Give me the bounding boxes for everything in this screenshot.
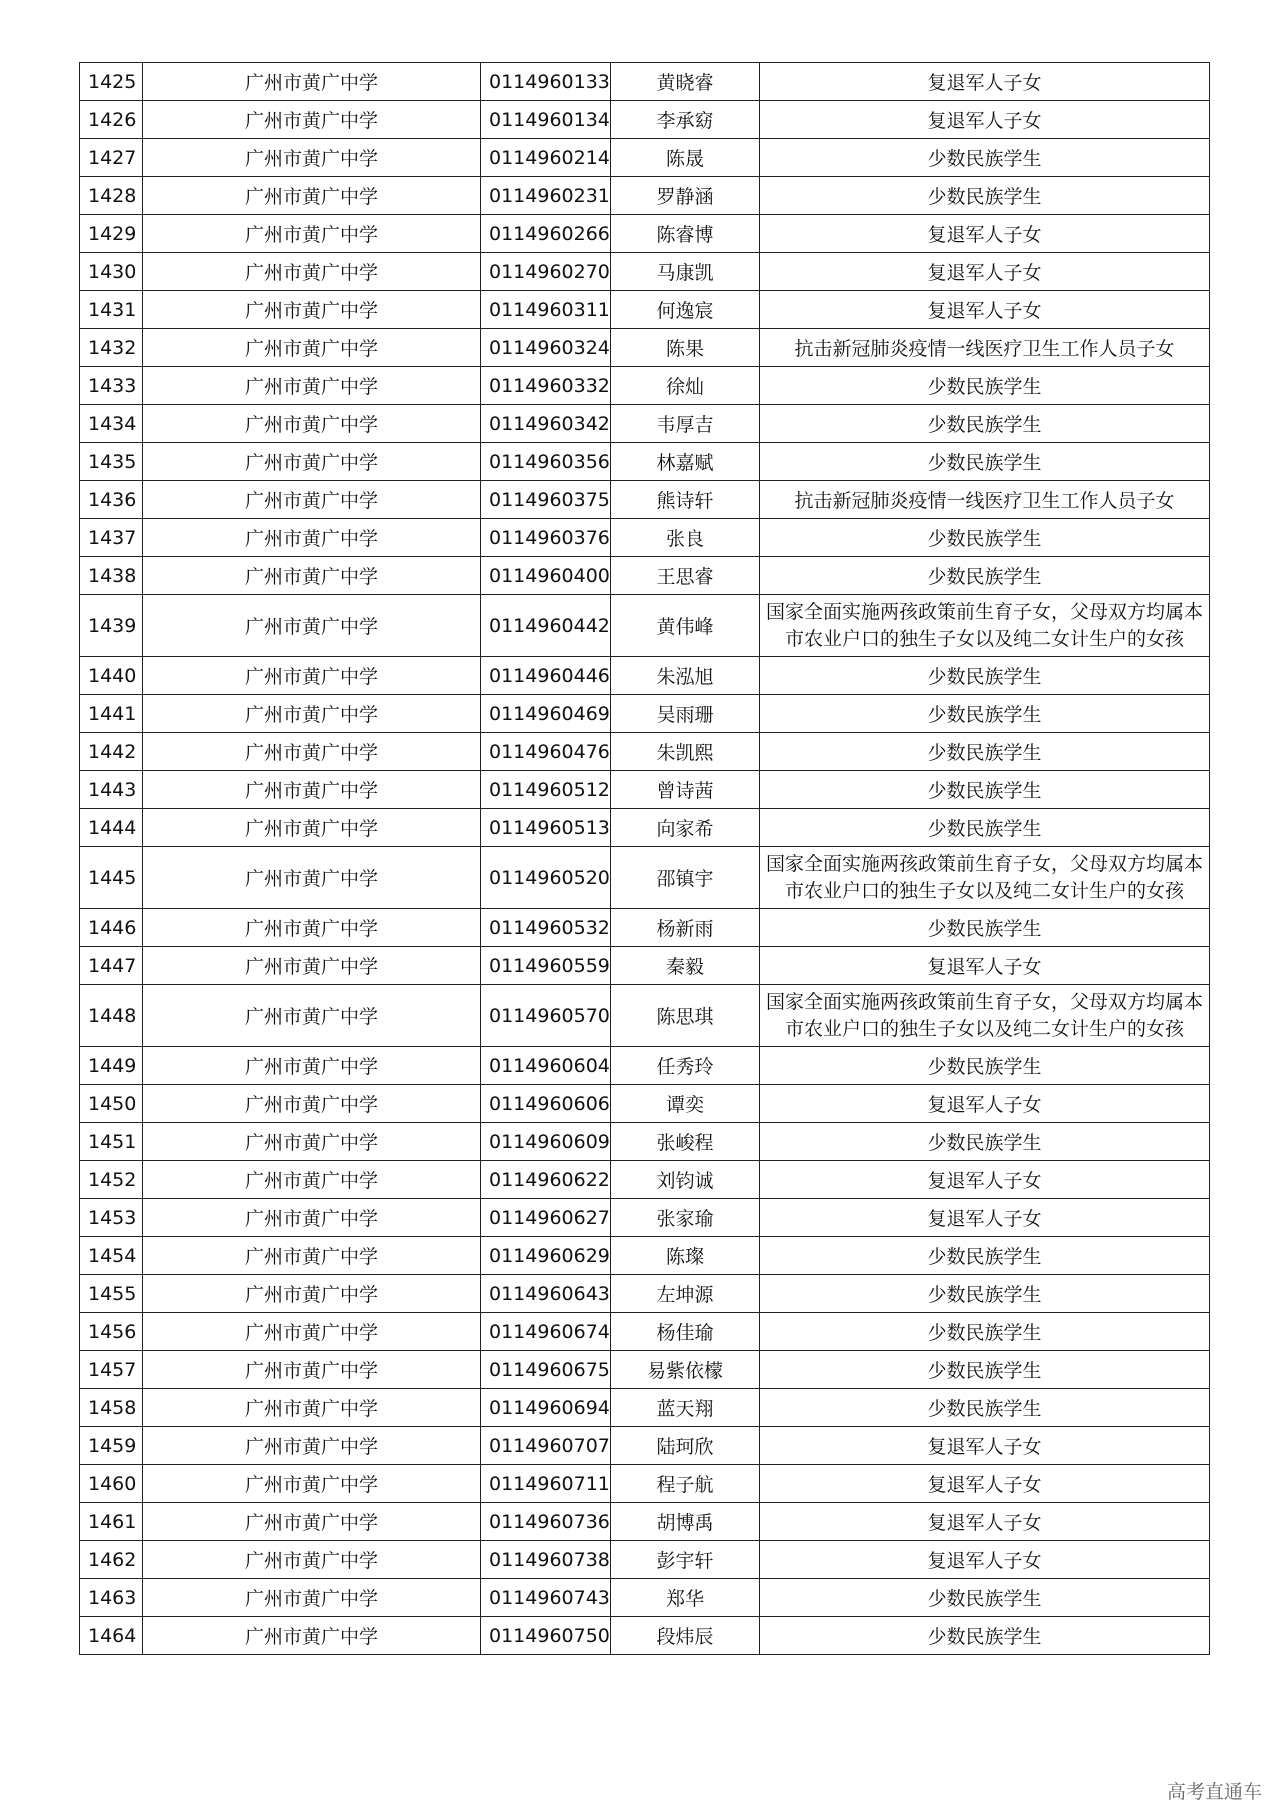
student-name-cell: 张家瑜 <box>611 1199 760 1237</box>
student-name-cell: 陈思琪 <box>611 985 760 1047</box>
table-row <box>80 1465 1210 1503</box>
student-name-cell: 杨新雨 <box>611 909 760 947</box>
candidate-id-cell: 0114960133 <box>481 63 611 101</box>
row-number-cell: 1431 <box>80 291 143 329</box>
row-number-cell: 1445 <box>80 847 143 909</box>
candidate-id-cell: 0114960743 <box>481 1579 611 1617</box>
student-name-cell: 程子航 <box>611 1465 760 1503</box>
student-name-cell: 何逸宸 <box>611 291 760 329</box>
category-cell: 复退军人子女 <box>760 1085 1210 1123</box>
school-cell: 广州市黄广中学 <box>143 139 481 177</box>
candidate-id-cell: 0114960520 <box>481 847 611 909</box>
student-name-cell: 邵镇宇 <box>611 847 760 909</box>
student-name-cell: 陈晟 <box>611 139 760 177</box>
row-number-cell: 1446 <box>80 909 143 947</box>
row-number-cell: 1425 <box>80 63 143 101</box>
table-row <box>80 1237 1210 1275</box>
row-number-cell: 1448 <box>80 985 143 1047</box>
row-number-cell: 1440 <box>80 657 143 695</box>
candidate-id-cell: 0114960400 <box>481 557 611 595</box>
table-row <box>80 101 1210 139</box>
table-row <box>80 847 1210 909</box>
category-cell: 复退军人子女 <box>760 947 1210 985</box>
student-name-cell: 陆珂欣 <box>611 1427 760 1465</box>
table-row <box>80 367 1210 405</box>
student-name-cell: 朱凯熙 <box>611 733 760 771</box>
row-number-cell: 1456 <box>80 1313 143 1351</box>
row-number-cell: 1454 <box>80 1237 143 1275</box>
student-name-cell: 任秀玲 <box>611 1047 760 1085</box>
category-cell: 少数民族学生 <box>760 695 1210 733</box>
candidate-id-cell: 0114960694 <box>481 1389 611 1427</box>
category-cell: 少数民族学生 <box>760 557 1210 595</box>
candidate-id-cell: 0114960270 <box>481 253 611 291</box>
table-row <box>80 1579 1210 1617</box>
table-row <box>80 695 1210 733</box>
candidate-id-cell: 0114960750 <box>481 1617 611 1655</box>
category-cell: 抗击新冠肺炎疫情一线医疗卫生工作人员子女 <box>760 329 1210 367</box>
candidate-id-cell: 0114960738 <box>481 1541 611 1579</box>
row-number-cell: 1442 <box>80 733 143 771</box>
category-cell: 少数民族学生 <box>760 443 1210 481</box>
candidate-id-cell: 0114960512 <box>481 771 611 809</box>
student-name-cell: 曾诗茜 <box>611 771 760 809</box>
table-row <box>80 809 1210 847</box>
school-cell: 广州市黄广中学 <box>143 443 481 481</box>
category-cell: 复退军人子女 <box>760 291 1210 329</box>
table-row <box>80 1503 1210 1541</box>
table-row <box>80 1275 1210 1313</box>
row-number-cell: 1437 <box>80 519 143 557</box>
table-row <box>80 985 1210 1047</box>
roster-table <box>79 62 1210 1655</box>
candidate-id-cell: 0114960627 <box>481 1199 611 1237</box>
candidate-id-cell: 0114960513 <box>481 809 611 847</box>
school-cell: 广州市黄广中学 <box>143 215 481 253</box>
category-cell: 国家全面实施两孩政策前生育子女，父母双方均属本市农业户口的独生子女以及纯二女计生户的女孩 <box>760 847 1210 909</box>
school-cell: 广州市黄广中学 <box>143 367 481 405</box>
candidate-id-cell: 0114960231 <box>481 177 611 215</box>
school-cell: 广州市黄广中学 <box>143 405 481 443</box>
candidate-id-cell: 0114960442 <box>481 595 611 657</box>
school-cell: 广州市黄广中学 <box>143 1047 481 1085</box>
school-cell: 广州市黄广中学 <box>143 733 481 771</box>
school-cell: 广州市黄广中学 <box>143 557 481 595</box>
student-name-cell: 刘钧诚 <box>611 1161 760 1199</box>
category-cell: 少数民族学生 <box>760 1313 1210 1351</box>
student-name-cell: 王思睿 <box>611 557 760 595</box>
table-row <box>80 519 1210 557</box>
category-cell: 少数民族学生 <box>760 139 1210 177</box>
table-row <box>80 1617 1210 1655</box>
candidate-id-cell: 0114960606 <box>481 1085 611 1123</box>
category-cell: 复退军人子女 <box>760 63 1210 101</box>
table-row <box>80 1351 1210 1389</box>
candidate-id-cell: 0114960675 <box>481 1351 611 1389</box>
table-row <box>80 329 1210 367</box>
category-cell: 复退军人子女 <box>760 1541 1210 1579</box>
row-number-cell: 1436 <box>80 481 143 519</box>
candidate-id-cell: 0114960643 <box>481 1275 611 1313</box>
student-name-cell: 彭宇轩 <box>611 1541 760 1579</box>
row-number-cell: 1429 <box>80 215 143 253</box>
category-cell: 少数民族学生 <box>760 733 1210 771</box>
student-name-cell: 陈璨 <box>611 1237 760 1275</box>
category-cell: 少数民族学生 <box>760 1275 1210 1313</box>
row-number-cell: 1439 <box>80 595 143 657</box>
student-name-cell: 张良 <box>611 519 760 557</box>
category-cell: 国家全面实施两孩政策前生育子女，父母双方均属本市农业户口的独生子女以及纯二女计生户的女孩 <box>760 595 1210 657</box>
school-cell: 广州市黄广中学 <box>143 177 481 215</box>
watermark: 高考直通车 <box>1166 1781 1262 1803</box>
school-cell: 广州市黄广中学 <box>143 695 481 733</box>
school-cell: 广州市黄广中学 <box>143 101 481 139</box>
school-cell: 广州市黄广中学 <box>143 1161 481 1199</box>
category-cell: 复退军人子女 <box>760 1161 1210 1199</box>
school-cell: 广州市黄广中学 <box>143 947 481 985</box>
category-cell: 少数民族学生 <box>760 657 1210 695</box>
category-cell: 少数民族学生 <box>760 1617 1210 1655</box>
student-name-cell: 杨佳瑜 <box>611 1313 760 1351</box>
student-name-cell: 左坤源 <box>611 1275 760 1313</box>
roster-table-body <box>80 63 1210 1655</box>
category-cell: 少数民族学生 <box>760 771 1210 809</box>
school-cell: 广州市黄广中学 <box>143 63 481 101</box>
category-cell: 复退军人子女 <box>760 1199 1210 1237</box>
school-cell: 广州市黄广中学 <box>143 481 481 519</box>
row-number-cell: 1444 <box>80 809 143 847</box>
student-name-cell: 易紫依檬 <box>611 1351 760 1389</box>
table-row <box>80 1123 1210 1161</box>
student-name-cell: 胡博禹 <box>611 1503 760 1541</box>
row-number-cell: 1459 <box>80 1427 143 1465</box>
row-number-cell: 1427 <box>80 139 143 177</box>
candidate-id-cell: 0114960674 <box>481 1313 611 1351</box>
candidate-id-cell: 0114960332 <box>481 367 611 405</box>
category-cell: 少数民族学生 <box>760 367 1210 405</box>
candidate-id-cell: 0114960214 <box>481 139 611 177</box>
category-cell: 少数民族学生 <box>760 177 1210 215</box>
school-cell: 广州市黄广中学 <box>143 1085 481 1123</box>
candidate-id-cell: 0114960356 <box>481 443 611 481</box>
school-cell: 广州市黄广中学 <box>143 1389 481 1427</box>
table-row <box>80 1427 1210 1465</box>
category-cell: 少数民族学生 <box>760 519 1210 557</box>
school-cell: 广州市黄广中学 <box>143 1199 481 1237</box>
candidate-id-cell: 0114960324 <box>481 329 611 367</box>
row-number-cell: 1450 <box>80 1085 143 1123</box>
student-name-cell: 熊诗轩 <box>611 481 760 519</box>
table-row <box>80 139 1210 177</box>
candidate-id-cell: 0114960707 <box>481 1427 611 1465</box>
category-cell: 复退军人子女 <box>760 253 1210 291</box>
student-name-cell: 朱泓旭 <box>611 657 760 695</box>
category-cell: 少数民族学生 <box>760 1389 1210 1427</box>
table-row <box>80 177 1210 215</box>
candidate-id-cell: 0114960604 <box>481 1047 611 1085</box>
category-cell: 少数民族学生 <box>760 1123 1210 1161</box>
row-number-cell: 1457 <box>80 1351 143 1389</box>
row-number-cell: 1461 <box>80 1503 143 1541</box>
category-cell: 国家全面实施两孩政策前生育子女，父母双方均属本市农业户口的独生子女以及纯二女计生户的女孩 <box>760 985 1210 1047</box>
row-number-cell: 1452 <box>80 1161 143 1199</box>
candidate-id-cell: 0114960629 <box>481 1237 611 1275</box>
student-name-cell: 徐灿 <box>611 367 760 405</box>
category-cell: 少数民族学生 <box>760 809 1210 847</box>
table-row <box>80 63 1210 101</box>
student-name-cell: 向家希 <box>611 809 760 847</box>
table-row <box>80 771 1210 809</box>
candidate-id-cell: 0114960622 <box>481 1161 611 1199</box>
row-number-cell: 1432 <box>80 329 143 367</box>
table-row <box>80 291 1210 329</box>
student-name-cell: 谭奕 <box>611 1085 760 1123</box>
school-cell: 广州市黄广中学 <box>143 291 481 329</box>
table-row <box>80 1047 1210 1085</box>
student-name-cell: 蓝天翔 <box>611 1389 760 1427</box>
row-number-cell: 1430 <box>80 253 143 291</box>
row-number-cell: 1453 <box>80 1199 143 1237</box>
category-cell: 复退军人子女 <box>760 1427 1210 1465</box>
row-number-cell: 1447 <box>80 947 143 985</box>
category-cell: 少数民族学生 <box>760 1237 1210 1275</box>
category-cell: 少数民族学生 <box>760 1351 1210 1389</box>
row-number-cell: 1435 <box>80 443 143 481</box>
table-row <box>80 1389 1210 1427</box>
school-cell: 广州市黄广中学 <box>143 519 481 557</box>
candidate-id-cell: 0114960446 <box>481 657 611 695</box>
row-number-cell: 1455 <box>80 1275 143 1313</box>
row-number-cell: 1434 <box>80 405 143 443</box>
table-row <box>80 215 1210 253</box>
row-number-cell: 1451 <box>80 1123 143 1161</box>
candidate-id-cell: 0114960736 <box>481 1503 611 1541</box>
row-number-cell: 1464 <box>80 1617 143 1655</box>
school-cell: 广州市黄广中学 <box>143 253 481 291</box>
row-number-cell: 1458 <box>80 1389 143 1427</box>
table-row <box>80 947 1210 985</box>
row-number-cell: 1438 <box>80 557 143 595</box>
school-cell: 广州市黄广中学 <box>143 771 481 809</box>
table-row <box>80 909 1210 947</box>
school-cell: 广州市黄广中学 <box>143 657 481 695</box>
table-row <box>80 733 1210 771</box>
candidate-id-cell: 0114960570 <box>481 985 611 1047</box>
table-row <box>80 557 1210 595</box>
school-cell: 广州市黄广中学 <box>143 595 481 657</box>
table-row <box>80 481 1210 519</box>
category-cell: 少数民族学生 <box>760 1579 1210 1617</box>
student-name-cell: 秦毅 <box>611 947 760 985</box>
student-name-cell: 陈睿博 <box>611 215 760 253</box>
student-name-cell: 马康凯 <box>611 253 760 291</box>
row-number-cell: 1426 <box>80 101 143 139</box>
school-cell: 广州市黄广中学 <box>143 1313 481 1351</box>
school-cell: 广州市黄广中学 <box>143 809 481 847</box>
category-cell: 抗击新冠肺炎疫情一线医疗卫生工作人员子女 <box>760 481 1210 519</box>
student-name-cell: 段炜辰 <box>611 1617 760 1655</box>
table-row <box>80 1085 1210 1123</box>
candidate-id-cell: 0114960311 <box>481 291 611 329</box>
row-number-cell: 1428 <box>80 177 143 215</box>
table-row <box>80 1313 1210 1351</box>
student-name-cell: 陈果 <box>611 329 760 367</box>
candidate-id-cell: 0114960266 <box>481 215 611 253</box>
candidate-id-cell: 0114960559 <box>481 947 611 985</box>
school-cell: 广州市黄广中学 <box>143 329 481 367</box>
table-row <box>80 657 1210 695</box>
school-cell: 广州市黄广中学 <box>143 1503 481 1541</box>
candidate-id-cell: 0114960711 <box>481 1465 611 1503</box>
row-number-cell: 1449 <box>80 1047 143 1085</box>
student-name-cell: 张峻程 <box>611 1123 760 1161</box>
row-number-cell: 1460 <box>80 1465 143 1503</box>
school-cell: 广州市黄广中学 <box>143 1427 481 1465</box>
candidate-id-cell: 0114960376 <box>481 519 611 557</box>
row-number-cell: 1433 <box>80 367 143 405</box>
row-number-cell: 1441 <box>80 695 143 733</box>
school-cell: 广州市黄广中学 <box>143 1351 481 1389</box>
table-row <box>80 443 1210 481</box>
candidate-id-cell: 0114960609 <box>481 1123 611 1161</box>
category-cell: 少数民族学生 <box>760 909 1210 947</box>
row-number-cell: 1443 <box>80 771 143 809</box>
table-row <box>80 253 1210 291</box>
category-cell: 复退军人子女 <box>760 101 1210 139</box>
student-name-cell: 黄伟峰 <box>611 595 760 657</box>
school-cell: 广州市黄广中学 <box>143 909 481 947</box>
candidate-id-cell: 0114960476 <box>481 733 611 771</box>
student-name-cell: 吴雨珊 <box>611 695 760 733</box>
category-cell: 少数民族学生 <box>760 1047 1210 1085</box>
school-cell: 广州市黄广中学 <box>143 1541 481 1579</box>
school-cell: 广州市黄广中学 <box>143 985 481 1047</box>
school-cell: 广州市黄广中学 <box>143 1275 481 1313</box>
table-row <box>80 405 1210 443</box>
student-name-cell: 李承窈 <box>611 101 760 139</box>
student-name-cell: 林嘉赋 <box>611 443 760 481</box>
category-cell: 复退军人子女 <box>760 215 1210 253</box>
student-name-cell: 罗静涵 <box>611 177 760 215</box>
student-name-cell: 黄晓睿 <box>611 63 760 101</box>
school-cell: 广州市黄广中学 <box>143 1579 481 1617</box>
school-cell: 广州市黄广中学 <box>143 1123 481 1161</box>
school-cell: 广州市黄广中学 <box>143 847 481 909</box>
category-cell: 少数民族学生 <box>760 405 1210 443</box>
candidate-id-cell: 0114960469 <box>481 695 611 733</box>
table-row <box>80 1541 1210 1579</box>
table-row <box>80 1161 1210 1199</box>
school-cell: 广州市黄广中学 <box>143 1617 481 1655</box>
table-row <box>80 595 1210 657</box>
candidate-id-cell: 0114960342 <box>481 405 611 443</box>
student-name-cell: 韦厚吉 <box>611 405 760 443</box>
table-row <box>80 1199 1210 1237</box>
candidate-id-cell: 0114960532 <box>481 909 611 947</box>
category-cell: 复退军人子女 <box>760 1465 1210 1503</box>
category-cell: 复退军人子女 <box>760 1503 1210 1541</box>
school-cell: 广州市黄广中学 <box>143 1237 481 1275</box>
candidate-id-cell: 0114960375 <box>481 481 611 519</box>
school-cell: 广州市黄广中学 <box>143 1465 481 1503</box>
student-name-cell: 郑华 <box>611 1579 760 1617</box>
row-number-cell: 1463 <box>80 1579 143 1617</box>
row-number-cell: 1462 <box>80 1541 143 1579</box>
candidate-id-cell: 0114960134 <box>481 101 611 139</box>
